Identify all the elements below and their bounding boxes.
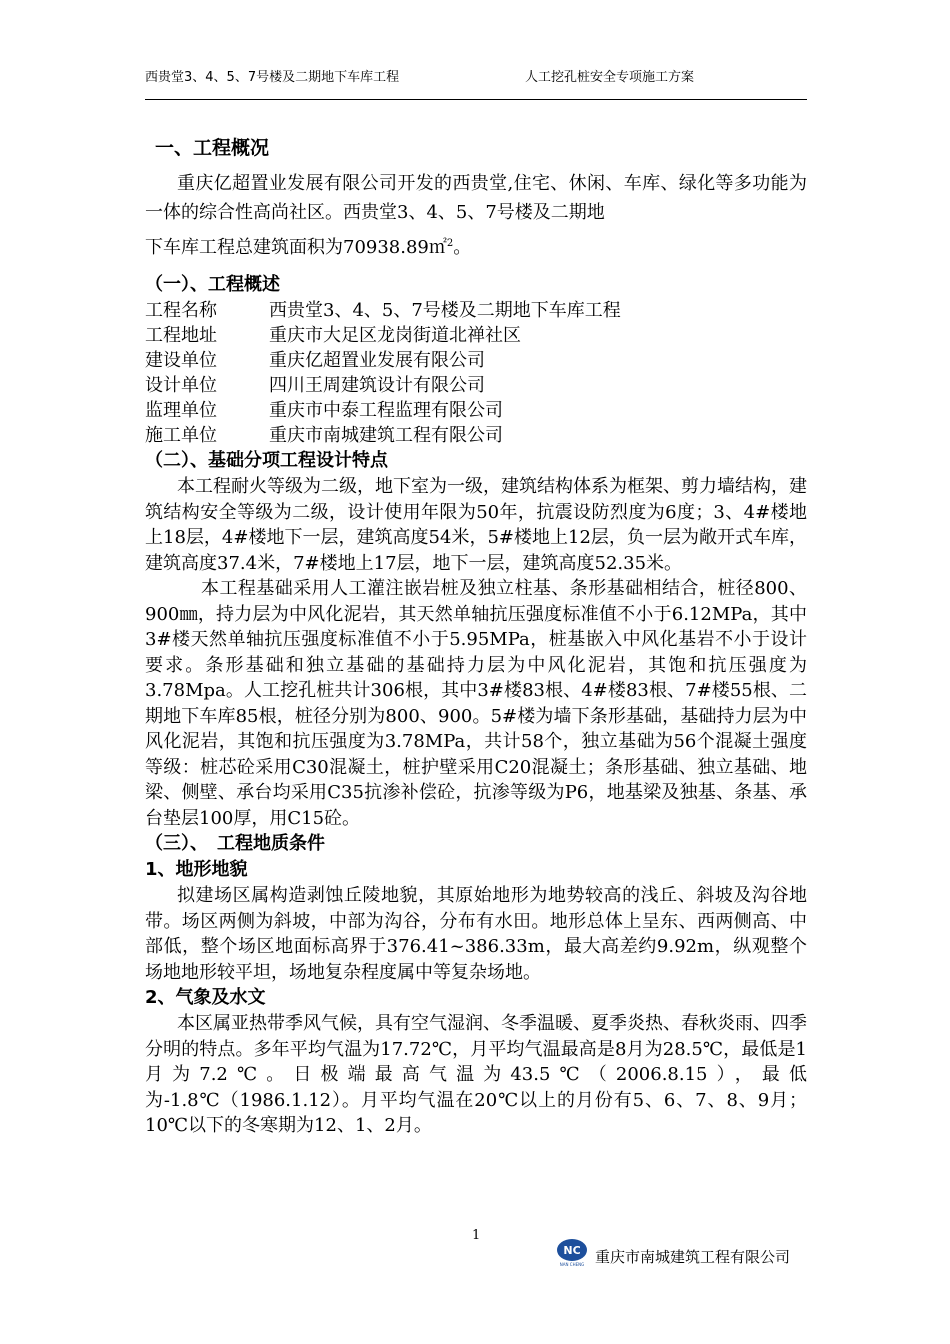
info-value: 重庆亿超置业发展有限公司: [269, 350, 485, 371]
foundation-paragraph-1: 本工程耐火等级为二级，地下室为一级，建筑结构体系为框架、剪力墙结构，建筑结构安全等级为二级，设计使用年限为50年，抗震设防烈度为6度；3、4#楼地上18层，4#楼地下一层，建筑高度54米，5#楼地上12层，负一层为敞开式车库，建筑高度37.4米，7#楼地上17层，地下一层，建筑高度52.35米。: [145, 476, 807, 574]
intro-paragraph-cont: [145, 233, 807, 262]
info-row: [145, 323, 807, 348]
geology-climate-title: 2、气象及水文: [145, 987, 266, 1008]
header-project-name: 西贵堂3、4、5、7号楼及二期地下车库工程: [145, 70, 400, 85]
subsection-title-overview: （一）、工程概述: [145, 274, 280, 295]
info-row: [145, 373, 807, 398]
project-info-table: [145, 298, 807, 448]
info-row: [145, 398, 807, 423]
geology-climate-text: 本区属亚热带季风气候，具有空气湿润、冬季温暖、夏季炎热、春秋炎雨、四季分明的特点。多年平均气温为17.72℃，月平均气温最高是8月为28.5℃，最低是1月为7.2℃。日极端最高气温为43.5℃（2006.8.15），最低为-1.8℃（1986.1.12）。月平均气温在20℃以上的月份有5、6、7、8、9月；10℃以下的冬寒期为12、1、2月。: [145, 1013, 807, 1136]
foundation-paragraph-2: 本工程基础采用人工灌注嵌岩桩及独立柱基、条形基础相结合，桩径800、900㎜，持力层为中风化泥岩，其天然单轴抗压强度标准值不小于6.12MPa，其中3#楼天然单轴抗压强度标准值不小于5.95MPa，桩基嵌入中风化基岩不小于设计要求。条形基础和独立基础的基础持力层为中风化泥岩，其饱和抗压强度为3.78Mpa。人工挖孔桩共计306根，其中3#楼83根、4#楼83根、7#楼55根、二期地下车库85根，桩径分别为800、900。5#楼为墙下条形基础，基础持力层为中风化泥岩，其饱和抗压强度为3.78MPa，共计58个，独立基础为56个混凝土强度等级：桩芯砼采用C30混凝土，桩护壁采用C20混凝土；条形基础、独立基础、地梁、侧壁、承台均采用C35抗渗补偿砼，抗渗等级为P6，地基梁及独基、条基、承台垫层100厚，用C15砼。: [145, 578, 807, 829]
intro-text-1: 重庆亿超置业发展有限公司开发的西贵堂,住宅、休闲、车库、绿化等多功能为一体的综合性高尚社区。西贵堂3、4、5、7号楼及二期地: [145, 173, 807, 223]
intro-text-2: 下车库工程总建筑面积为70938.89㎡: [145, 237, 447, 258]
page-number: 1: [472, 1228, 481, 1243]
info-value: 重庆市大足区龙岗街道北禅社区: [269, 325, 521, 346]
info-row: [145, 348, 807, 373]
logo-small-text: NAN CHENG: [559, 1262, 585, 1267]
info-value: 四川王周建筑设计有限公司: [269, 375, 485, 396]
company-logo-icon: [555, 1238, 589, 1268]
logo-text: NC: [563, 1244, 581, 1257]
document-body: [145, 133, 807, 1139]
header-document-title: 人工挖孔桩安全专项施工方案: [525, 70, 695, 85]
page-header: [145, 66, 807, 86]
subsection-title-geology: （三）、 工程地质条件: [145, 833, 325, 854]
section-title-overview: 一、工程概况: [155, 137, 270, 159]
info-row: [145, 298, 807, 323]
area-superscript: 2: [446, 238, 454, 249]
intro-paragraph: [145, 169, 807, 227]
info-row: [145, 423, 807, 448]
footer-company-name: 重庆市南城建筑工程有限公司: [595, 1248, 791, 1266]
info-value: 西贵堂3、4、5、7号楼及二期地下车库工程: [269, 300, 621, 321]
subsection-title-foundation: （二）、基础分项工程设计特点: [145, 450, 388, 471]
info-label: 工程地址: [145, 325, 217, 346]
intro-text-end: 。: [453, 237, 472, 258]
info-label: 设计单位: [145, 375, 217, 396]
info-value: 重庆市南城建筑工程有限公司: [269, 425, 503, 446]
info-label: 监理单位: [145, 400, 217, 421]
page-footer: [0, 1228, 950, 1288]
geology-topography-text: 拟建场区属构造剥蚀丘陵地貌，其原始地形为地势较高的浅丘、斜坡及沟谷地带。场区两侧为斜坡，中部为沟谷，分布有水田。地形总体上呈东、西两侧高、中部低，整个场区地面标高界于376.41~386.33m，最大高差约9.92m，纵观整个场地地形较平坦，场地复杂程度属中等复杂场地。: [145, 885, 807, 983]
info-label: 施工单位: [145, 425, 217, 446]
header-divider: [145, 99, 807, 100]
info-value: 重庆市中泰工程监理有限公司: [269, 400, 503, 421]
info-label: 建设单位: [145, 350, 217, 371]
geology-topography-title: 1、地形地貌: [145, 859, 248, 880]
info-label: 工程名称: [145, 300, 217, 321]
